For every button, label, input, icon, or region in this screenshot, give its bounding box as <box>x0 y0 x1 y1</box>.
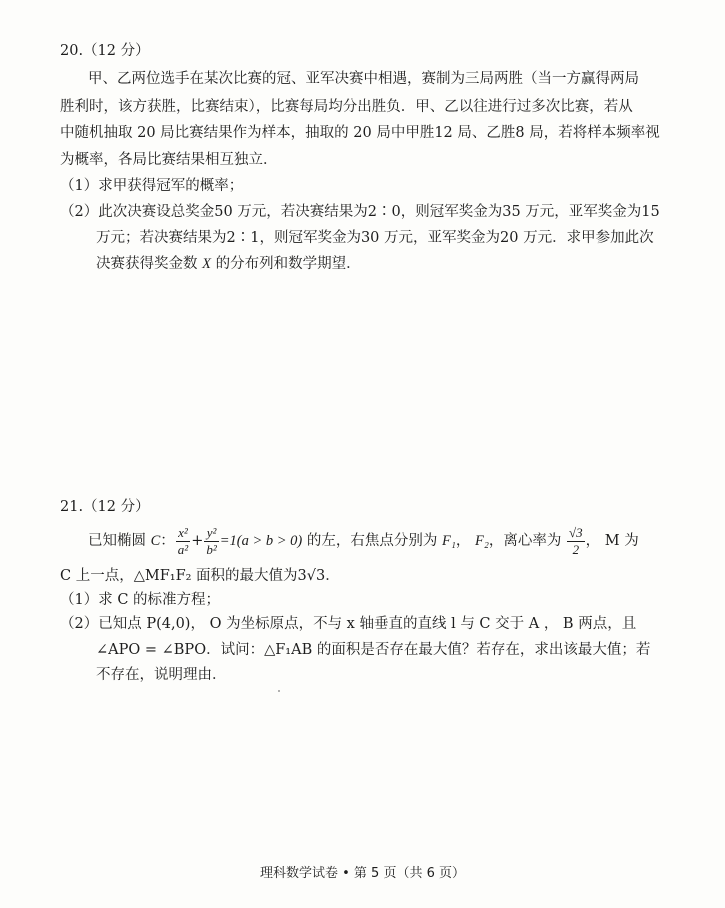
plus-sign: + <box>191 533 204 549</box>
fraction-x2-a2 <box>176 525 190 558</box>
q21-heading: 21.（12 分） <box>60 499 150 515</box>
q20-part-2-line-1: （2）此次决赛设总奖金50 万元，若决赛结果为2∶0，则冠军奖金为35 万元，亚军奖金为15 <box>60 204 660 220</box>
fraction-y2-b2 <box>204 525 218 558</box>
equation-condition: =1(a > b > 0) <box>219 533 303 549</box>
fraction-denominator: b² <box>206 541 217 557</box>
comma: ， <box>455 533 475 549</box>
focus-f1: F₁ <box>441 533 456 549</box>
q20-part-2-line-3 <box>96 255 361 273</box>
q20-heading: 20.（12 分） <box>60 43 150 59</box>
ellipse-symbol: C <box>150 533 161 549</box>
fraction-denominator: a² <box>177 541 189 557</box>
q20-part-1: （1）求甲获得冠军的概率； <box>60 178 244 194</box>
q21-line-2: C 上一点，△MF₁F₂ 面积的最大值为3√3． <box>60 568 340 584</box>
q20-part-2-line-2: 万元；若决赛结果为2∶1，则冠军奖金为30 万元，亚军奖金为20 万元．求甲参加此次 <box>96 230 654 246</box>
colon: ： <box>160 533 175 549</box>
fraction-sqrt3-2 <box>567 525 585 558</box>
q21-part-2-line-2: ∠APO = ∠BPO．试问：△F₁AB 的面积是否存在最大值？若存在，求出该最大值；若 <box>96 642 651 658</box>
foci-text: 的左，右焦点分别为 <box>302 533 442 549</box>
q20-paragraph-line-3: 中随机抽取 20 局比赛结果作为样本，抽取的 20 局中甲胜12 局、乙胜8 局，若将样本频率视 <box>60 125 660 141</box>
q20-part-2-text-a: 决赛获得奖金数 <box>96 256 203 272</box>
q20-paragraph-line-4: 为概率，各局比赛结果相互独立． <box>60 152 278 168</box>
q20-paragraph-line-1: 甲、乙两位选手在某次比赛的冠、亚军决赛中相遇，赛制为三局两胜（当一方赢得两局 <box>88 71 639 87</box>
variable-x: X <box>202 256 211 272</box>
focus-f2: F₂ <box>475 533 489 549</box>
fraction-denominator: 2 <box>572 541 580 557</box>
point-m-text: ， M 为 <box>585 533 639 549</box>
q20-paragraph-line-2: 胜利时，该方获胜，比赛结束），比赛每局均分出胜负．甲、乙以往进行过多次比赛，若从 <box>60 99 633 115</box>
q21-part-2-line-3: 不存在，说明理由． <box>96 667 227 683</box>
page-footer: 理科数学试卷 • 第 5 页（共 6 页） <box>259 866 465 881</box>
q21-intro-text: 已知椭圆 <box>88 533 151 549</box>
fraction-numerator: √3 <box>569 524 583 540</box>
fraction-numerator: x² <box>176 525 190 542</box>
eccentricity-text: ，离心率为 <box>488 533 567 549</box>
q20-part-2-text-b: 的分布列和数学期望． <box>210 256 361 272</box>
q21-part-2-line-1: （2）已知点 P(4,0)， O 为坐标原点，不与 x 轴垂直的直线 l 与 C 交于 A ， B 两点，且 <box>60 616 637 632</box>
q21-part-1: （1）求 C 的标准方程； <box>60 592 221 608</box>
fraction-numerator: y² <box>204 525 218 542</box>
q21-line-1 <box>88 522 639 560</box>
scan-speck <box>278 690 280 692</box>
